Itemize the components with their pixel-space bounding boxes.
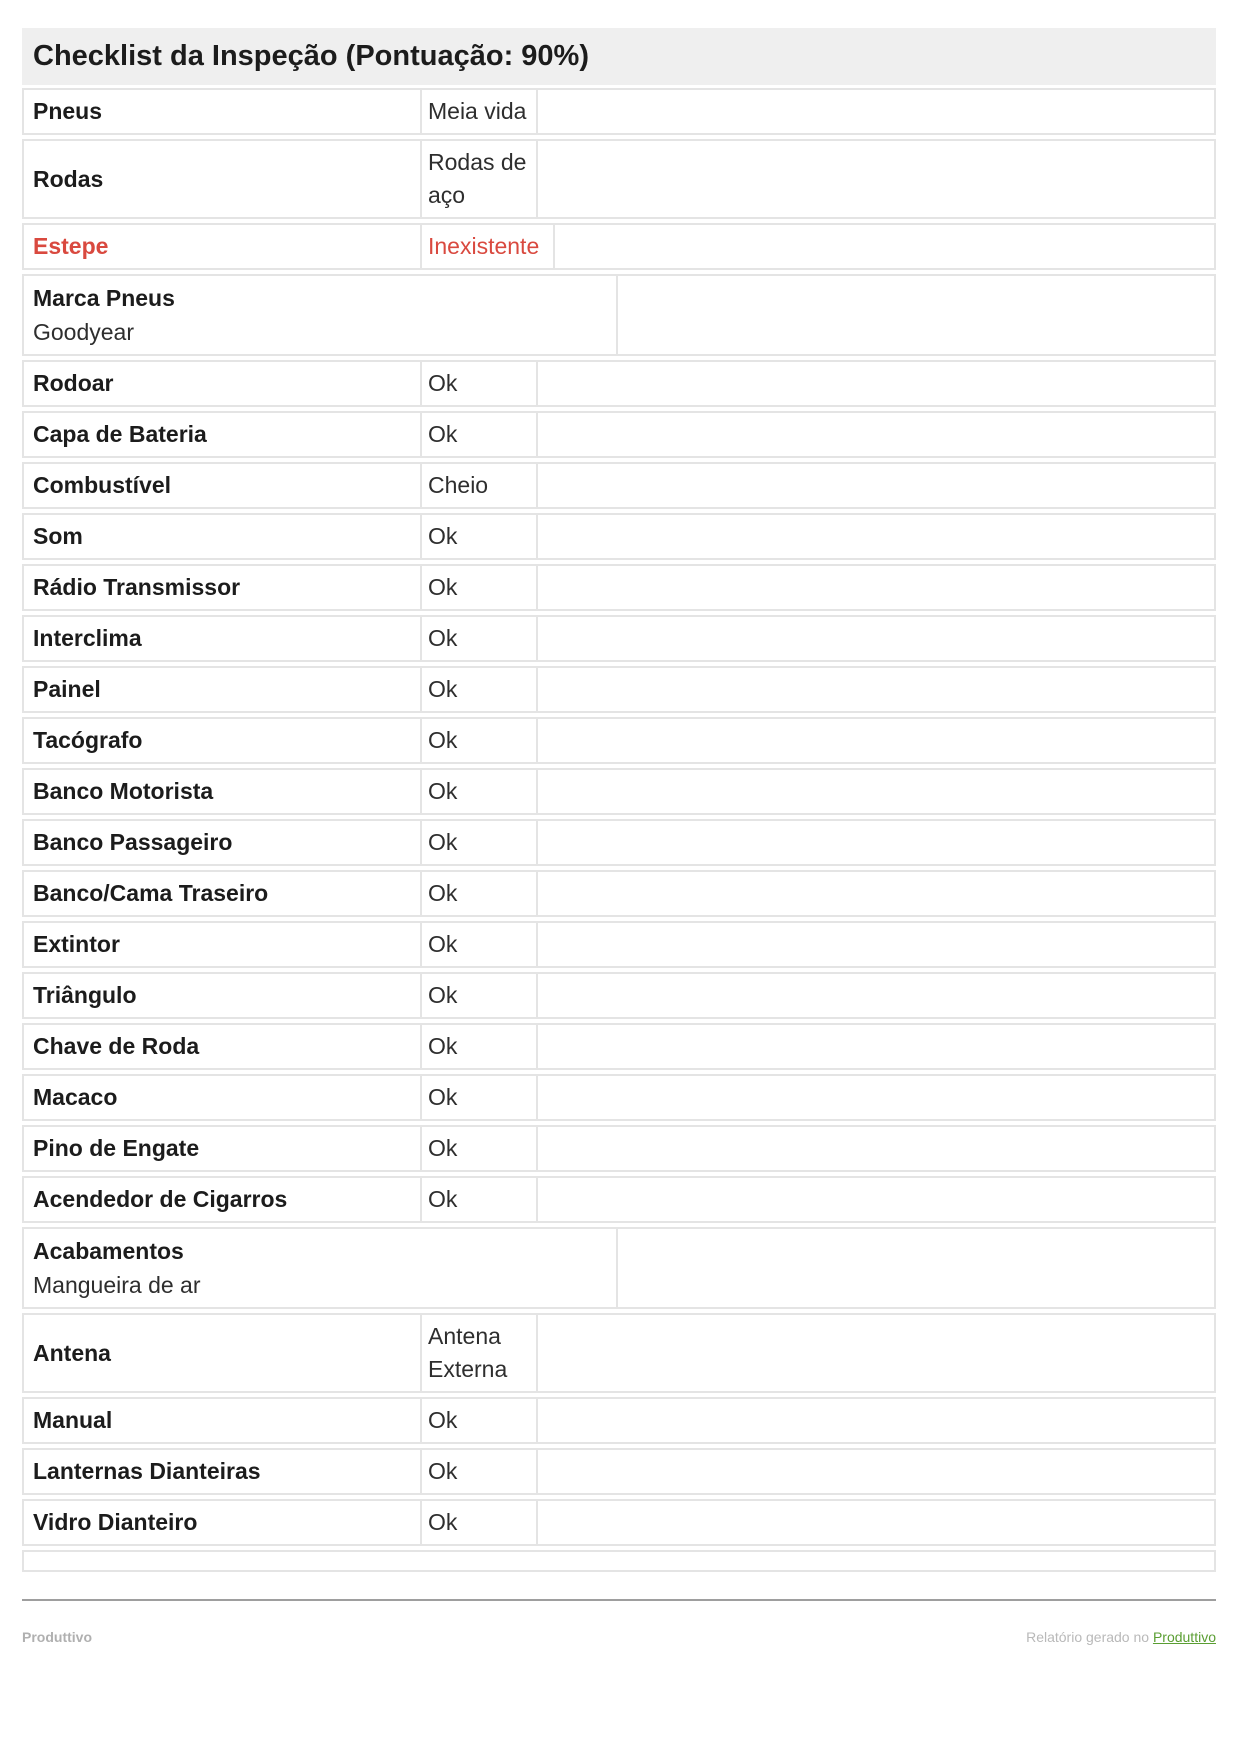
row-label-cell (22, 1313, 422, 1393)
row-value: Inexistente (428, 233, 540, 259)
section-title: Acabamentos (33, 1238, 184, 1264)
footer-divider (22, 1599, 1216, 1601)
section-cell (22, 1227, 618, 1309)
table-row (22, 717, 1216, 764)
row-value-cell (420, 223, 555, 270)
row-value-cell (420, 88, 538, 135)
row-label: Rodas (33, 165, 104, 192)
row-empty-cell (536, 1397, 1216, 1444)
footer-brand: Produttivo (22, 1629, 92, 1645)
row-label-cell (22, 1125, 422, 1172)
row-label: Banco/Cama Traseiro (33, 880, 269, 906)
row-value: Ok (428, 1135, 458, 1161)
row-value: Ok (428, 421, 458, 447)
row-label-cell (22, 666, 422, 713)
row-value-cell (420, 360, 538, 407)
row-value: Ok (428, 982, 458, 1008)
row-value-cell (420, 1313, 538, 1393)
row-value-cell (420, 1499, 538, 1546)
row-value-cell (420, 1125, 538, 1172)
row-value-cell (420, 972, 538, 1019)
row-label: Tacógrafo (33, 727, 143, 753)
row-label: Macaco (33, 1084, 118, 1110)
row-label: Pino de Engate (33, 1135, 200, 1161)
table-row (22, 972, 1216, 1019)
row-label: Banco Motorista (33, 778, 214, 804)
row-label: Lanternas Dianteiras (33, 1458, 261, 1484)
row-empty-cell (553, 223, 1216, 270)
table-row (22, 819, 1216, 866)
row-label-cell (22, 223, 422, 270)
row-value-cell (420, 564, 538, 611)
table-row (22, 513, 1216, 560)
row-label: Rádio Transmissor (33, 574, 241, 600)
row-empty-cell (536, 1074, 1216, 1121)
checklist-table (22, 88, 1216, 1572)
section-row (22, 274, 1216, 356)
row-label-cell (22, 513, 422, 560)
row-empty-cell (536, 768, 1216, 815)
row-empty-cell (616, 1227, 1216, 1309)
row-label-cell (22, 870, 422, 917)
row-value: Ok (428, 931, 458, 957)
row-value-cell (420, 1176, 538, 1223)
row-value: Ok (428, 1186, 458, 1212)
row-label: Som (33, 523, 83, 549)
row-label-cell (22, 1499, 422, 1546)
row-empty-cell (536, 411, 1216, 458)
row-empty-cell (536, 819, 1216, 866)
row-label-cell (22, 819, 422, 866)
row-empty-cell (536, 1023, 1216, 1070)
row-label: Pneus (33, 98, 103, 124)
table-row (22, 88, 1216, 135)
row-empty-cell (536, 972, 1216, 1019)
row-value: Ok (428, 1458, 458, 1484)
row-label: Acendedor de Cigarros (33, 1186, 288, 1212)
row-empty-cell (536, 717, 1216, 764)
row-label: Chave de Roda (33, 1033, 200, 1059)
row-value-cell (420, 717, 538, 764)
row-value-cell (420, 462, 538, 509)
row-value-cell (420, 768, 538, 815)
section-row (22, 1227, 1216, 1309)
row-value: Ok (428, 523, 458, 549)
row-empty-cell (536, 921, 1216, 968)
row-value-cell (420, 1023, 538, 1070)
section-value: Goodyear (33, 319, 135, 345)
row-value-cell (420, 666, 538, 713)
row-label: Interclima (33, 625, 142, 651)
row-value-cell (420, 411, 538, 458)
empty-row (22, 1550, 1216, 1572)
row-empty-cell (536, 1125, 1216, 1172)
row-label-cell (22, 768, 422, 815)
row-value: Ok (428, 676, 458, 702)
row-label-cell (22, 1074, 422, 1121)
row-empty-cell (536, 1313, 1216, 1393)
row-value: Ok (428, 829, 458, 855)
footer-generated-text: Relatório gerado no (1026, 1629, 1153, 1645)
row-empty-cell (536, 139, 1216, 219)
row-value: Ok (428, 1407, 458, 1433)
row-label-cell (22, 615, 422, 662)
table-row (22, 1125, 1216, 1172)
report-header (22, 28, 1216, 85)
table-row (22, 1176, 1216, 1223)
row-label-cell (22, 1023, 422, 1070)
row-label-cell (22, 921, 422, 968)
table-row (22, 1448, 1216, 1495)
table-row (22, 360, 1216, 407)
table-row (22, 615, 1216, 662)
row-label: Painel (33, 676, 101, 702)
row-label: Vidro Dianteiro (33, 1509, 198, 1535)
table-row (22, 1074, 1216, 1121)
row-value: Cheio (428, 472, 489, 498)
row-value: Ok (428, 778, 458, 804)
table-row (22, 921, 1216, 968)
table-row (22, 1313, 1216, 1393)
row-empty-cell (536, 666, 1216, 713)
table-row (22, 1023, 1216, 1070)
row-label: Triângulo (33, 982, 137, 1008)
table-row (22, 564, 1216, 611)
row-value-cell (420, 1448, 538, 1495)
section-value: Mangueira de ar (33, 1272, 201, 1298)
table-row (22, 870, 1216, 917)
row-value-cell (420, 870, 538, 917)
row-label-cell (22, 139, 422, 219)
row-label: Capa de Bateria (33, 421, 207, 447)
table-row (22, 666, 1216, 713)
row-value-cell (420, 819, 538, 866)
row-value: Ok (428, 370, 458, 396)
row-empty-cell (22, 1550, 1216, 1572)
row-value: Ok (428, 1084, 458, 1110)
row-empty-cell (536, 360, 1216, 407)
table-row (22, 462, 1216, 509)
row-value: Ok (428, 1509, 458, 1535)
row-value: Ok (428, 727, 458, 753)
row-empty-cell (536, 513, 1216, 560)
row-empty-cell (616, 274, 1216, 356)
row-label: Rodoar (33, 370, 114, 396)
row-label-cell (22, 88, 422, 135)
row-value-cell (420, 513, 538, 560)
row-label-cell (22, 972, 422, 1019)
row-label-cell (22, 462, 422, 509)
row-label-cell (22, 1176, 422, 1223)
row-value-cell (420, 1397, 538, 1444)
table-row (22, 223, 1216, 270)
row-label: Manual (33, 1407, 113, 1433)
row-empty-cell (536, 88, 1216, 135)
row-empty-cell (536, 1448, 1216, 1495)
row-label-cell (22, 1448, 422, 1495)
footer (22, 1629, 1216, 1645)
row-value-cell (420, 615, 538, 662)
row-label-cell (22, 717, 422, 764)
row-empty-cell (536, 1176, 1216, 1223)
section-cell (22, 274, 618, 356)
row-label-cell (22, 411, 422, 458)
section-title: Marca Pneus (33, 285, 175, 311)
row-label: Antena (33, 1339, 111, 1366)
row-label: Banco Passageiro (33, 829, 233, 855)
footer-generated-note (1026, 1629, 1216, 1645)
table-row (22, 1499, 1216, 1546)
row-label: Extintor (33, 931, 120, 957)
row-label-cell (22, 360, 422, 407)
row-empty-cell (536, 564, 1216, 611)
row-label: Combustível (33, 472, 172, 498)
row-value: Ok (428, 625, 458, 651)
table-row (22, 139, 1216, 219)
row-value: Meia vida (428, 98, 527, 124)
footer-produttivo-link[interactable]: Produttivo (1152, 1629, 1216, 1645)
row-empty-cell (536, 615, 1216, 662)
row-value-cell (420, 921, 538, 968)
row-value: Ok (428, 574, 458, 600)
row-label: Estepe (33, 233, 109, 259)
row-value-cell (420, 139, 538, 219)
row-value: Rodas de aço (428, 149, 527, 208)
row-value-cell (420, 1074, 538, 1121)
row-empty-cell (536, 870, 1216, 917)
table-row (22, 1397, 1216, 1444)
row-label-cell (22, 564, 422, 611)
row-value: Antena Externa (428, 1323, 508, 1382)
table-row (22, 411, 1216, 458)
row-value: Ok (428, 1033, 458, 1059)
row-empty-cell (536, 1499, 1216, 1546)
report-title: Checklist da Inspeção (Pontuação: 90%) (33, 40, 589, 72)
row-value: Ok (428, 880, 458, 906)
row-label-cell (22, 1397, 422, 1444)
row-empty-cell (536, 462, 1216, 509)
table-row (22, 768, 1216, 815)
